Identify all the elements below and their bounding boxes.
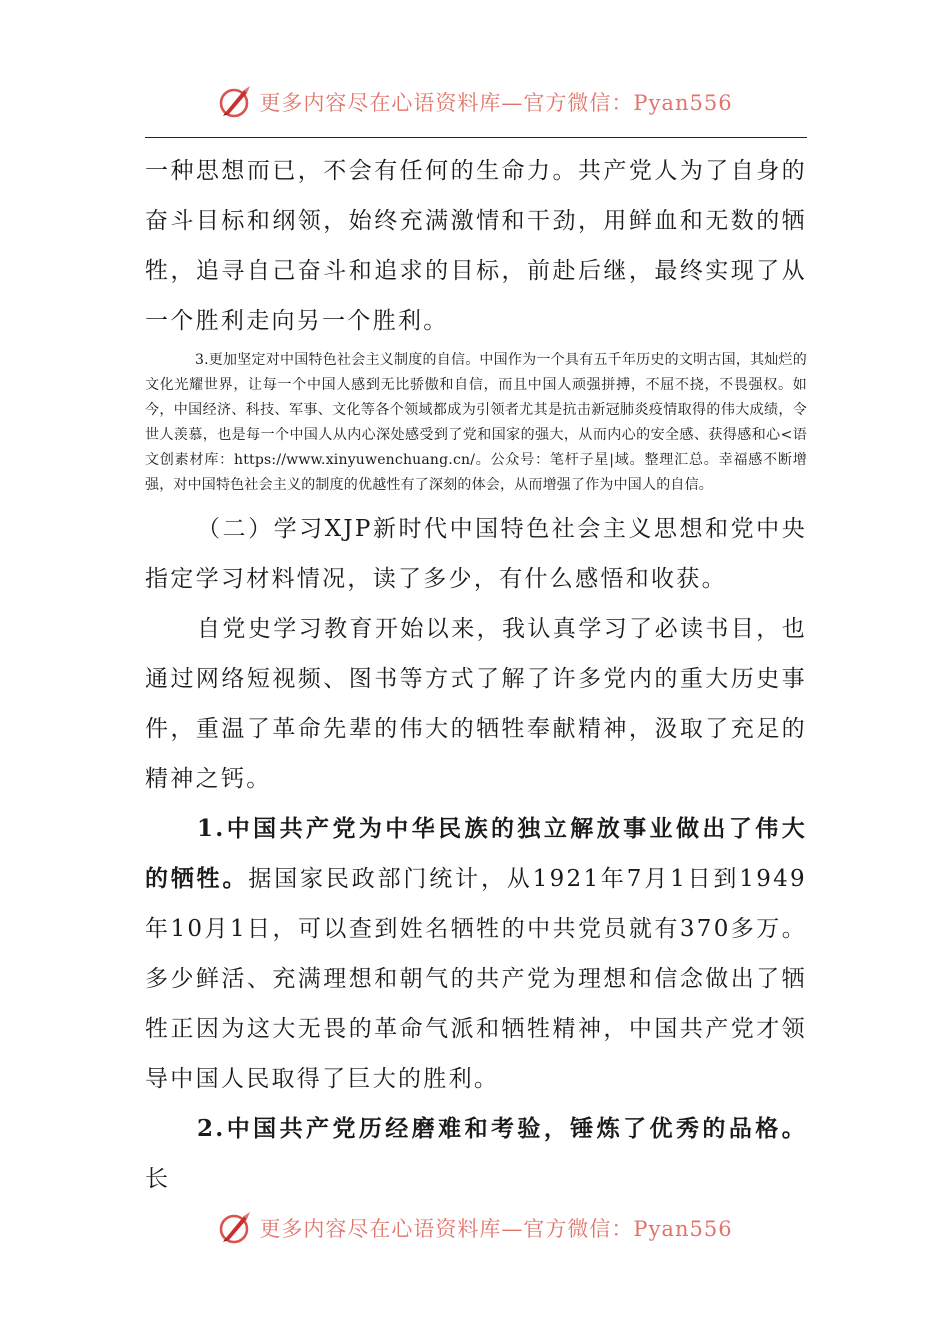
footer-banner: [0, 1208, 950, 1248]
paragraph: [145, 804, 807, 1104]
document-body: [145, 146, 807, 1204]
header-divider: [145, 137, 807, 138]
paragraph: [145, 1104, 807, 1204]
banner-text: 更多内容尽在心语资料库—官方微信：Pyan556: [259, 1217, 733, 1241]
bold-lead: 2.中国共产党历经磨难和考验，锤炼了优秀的品格。: [197, 1115, 807, 1142]
bold-lead: 1.中国共产党为中华民族的独立解放事业做出了伟大的牺牲。: [145, 815, 807, 892]
paragraph-text: 长: [145, 1166, 171, 1192]
paragraph: 自党史学习教育开始以来，我认真学习了必读书目，也通过网络短视频、图书等方式了解了许多党内的重大历史事件，重温了革命先辈的伟大的牺牲奉献精神，汲取了充足的精神之钙。: [145, 616, 807, 792]
quill-logo-icon: [217, 84, 253, 120]
small-paragraph: 3.更加坚定对中国特色社会主义制度的自信。中国作为一个具有五千年历史的文明古国，其灿烂的文化光耀世界，让每一个中国人感到无比骄傲和自信，而且中国人顽强拼搏，不屈不挠，不畏强权。如今，中国经济、科技、军事、文化等各个领域都成为引领者尤其是抗击新冠肺炎疫情取得的伟大成绩，令世人羡慕，也是每一个中国人从内心深处感受到了党和国家的强大，从而内心的安全感、获得感和心<语文创素材库：https://www.xinyuwenchuang.cn/。公众号：笔杆子星|域。整理汇总。幸福感不断增强，对中国特色社会主义的制度的优越性有了深刻的体会，从而增强了作为中国人的自信。: [145, 352, 807, 493]
quill-logo-icon: [217, 1210, 253, 1246]
banner-text: 更多内容尽在心语资料库—官方微信：Pyan556: [259, 91, 733, 115]
section-heading: （二）学习XJP新时代中国特色社会主义思想和党中央指定学习材料情况，读了多少，有什么感悟和收获。: [145, 516, 807, 592]
paragraph: 一种思想而已，不会有任何的生命力。共产党人为了自身的奋斗目标和纲领，始终充满激情和干劲，用鲜血和无数的牺牲，追寻自己奋斗和追求的目标，前赴后继，最终实现了从一个胜利走向另一个胜利。: [145, 158, 807, 334]
header-banner: [0, 82, 950, 122]
paragraph-text: 据国家民政部门统计，从1921年7月1日到1949年10月1日，可以查到姓名牺牲的中共党员就有370多万。多少鲜活、充满理想和朝气的共产党为理想和信念做出了牺牲正因为这大无畏的革命气派和牺牲精神，中国共产党才领导中国人民取得了巨大的胜利。: [145, 866, 807, 1092]
